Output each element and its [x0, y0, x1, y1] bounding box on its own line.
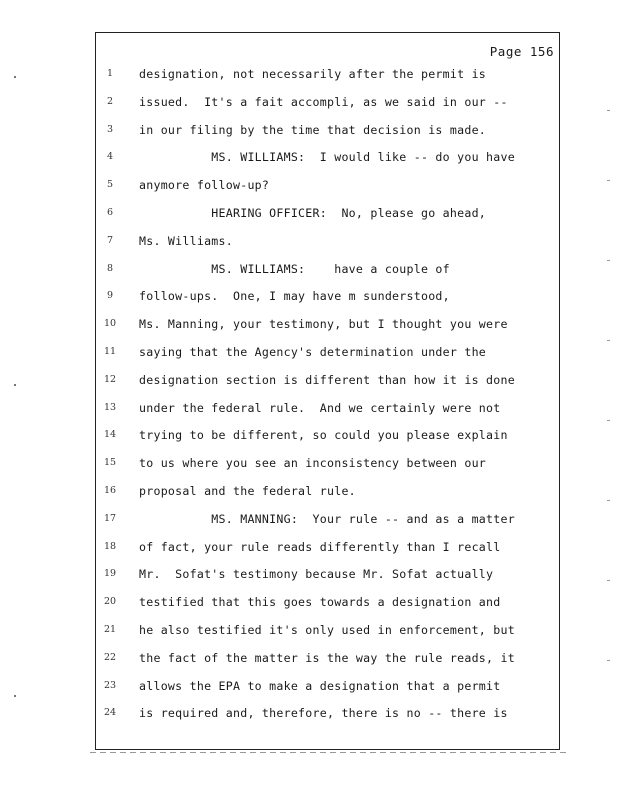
transcript-line	[100, 648, 555, 676]
line-number: 18	[103, 540, 117, 552]
line-text: Ms. Manning, your testimony, but I thought you were	[139, 317, 508, 332]
transcript-line	[100, 286, 555, 314]
transcript-line	[100, 92, 555, 120]
transcript-line	[100, 64, 555, 92]
scan-speck	[607, 580, 610, 581]
line-text: of fact, your rule reads differently than I recall	[139, 539, 501, 554]
scan-speck	[607, 260, 610, 261]
line-text: HEARING OFFICER: No, please go ahead,	[139, 205, 487, 220]
transcript-line	[100, 509, 555, 537]
line-text: anymore follow-up?	[139, 178, 270, 193]
line-number: 14	[103, 429, 117, 441]
line-number: 11	[103, 345, 117, 357]
line-text: Mr. Sofat's testimony because Mr. Sofat actually	[139, 567, 494, 582]
scan-speck	[14, 384, 16, 386]
bottom-rule	[90, 752, 568, 753]
transcript-line	[100, 537, 555, 565]
transcript-line	[100, 564, 555, 592]
line-number: 7	[106, 234, 114, 246]
line-number: 9	[106, 290, 114, 302]
transcript-line	[100, 481, 555, 509]
transcript-line	[100, 120, 555, 148]
line-number: 10	[103, 318, 117, 330]
transcript-line	[100, 147, 555, 175]
transcript-line	[100, 314, 555, 342]
transcript-line	[100, 592, 555, 620]
scan-speck	[607, 180, 610, 181]
line-number: 1	[106, 68, 114, 79]
line-text: to us where you see an inconsistency between our	[139, 456, 487, 471]
transcript-line	[100, 425, 555, 453]
line-text: in our filing by the time that decision is made.	[139, 122, 487, 137]
line-number: 8	[106, 262, 114, 274]
line-number: 4	[106, 151, 114, 163]
scan-speck	[14, 76, 16, 78]
line-number: 12	[103, 373, 117, 385]
transcript-lines	[100, 64, 555, 731]
line-number: 2	[106, 95, 114, 107]
line-number: 23	[103, 679, 117, 691]
line-number: 5	[106, 179, 114, 191]
line-number: 13	[103, 401, 117, 413]
line-text: saying that the Agency's determination under the	[139, 344, 487, 359]
scan-speck	[14, 695, 16, 697]
line-number: 16	[103, 484, 117, 496]
line-number: 17	[103, 512, 117, 524]
line-text: he also testified it's only used in enforcement, but	[139, 622, 515, 637]
line-text: issued. It's a fait accompli, as we said in our --	[139, 94, 508, 109]
line-text: MS. WILLIAMS: I would like -- do you have	[139, 150, 515, 165]
transcript-line	[100, 703, 555, 731]
line-text: trying to be different, so could you please explain	[139, 428, 508, 443]
transcript-line	[100, 620, 555, 648]
line-text: designation, not necessarily after the permit is	[139, 67, 487, 81]
transcript-line	[100, 453, 555, 481]
line-text: designation section is different than how it is done	[139, 372, 515, 387]
transcript-line	[100, 398, 555, 426]
page-number: Page 156	[489, 44, 554, 59]
scan-speck	[607, 420, 610, 421]
line-number: 22	[103, 651, 117, 663]
line-number: 21	[103, 623, 117, 635]
line-number: 3	[106, 123, 114, 135]
line-text: the fact of the matter is the way the rule reads, it	[139, 650, 515, 665]
line-text: MS. MANNING: Your rule -- and as a matter	[139, 511, 515, 526]
transcript-line	[100, 676, 555, 704]
line-text: allows the EPA to make a designation that a permit	[139, 678, 501, 693]
scan-speck	[607, 500, 610, 501]
line-text: proposal and the federal rule.	[139, 483, 356, 498]
scan-speck	[607, 660, 610, 661]
line-number: 24	[103, 707, 117, 719]
transcript-line	[100, 370, 555, 398]
line-number: 6	[106, 206, 114, 218]
line-text: under the federal rule. And we certainly were not	[139, 400, 501, 415]
transcript-line	[100, 342, 555, 370]
transcript-line	[100, 175, 555, 203]
transcript-line	[100, 259, 555, 287]
line-text: is required and, therefore, there is no -- there is	[139, 706, 508, 721]
transcript-line	[100, 231, 555, 259]
line-text: follow-ups. One, I may have m sunderstood,	[139, 289, 450, 304]
line-number: 19	[103, 568, 117, 580]
line-number: 20	[103, 596, 117, 608]
line-number: 15	[103, 457, 117, 469]
scan-speck	[607, 110, 610, 111]
transcript-line	[100, 203, 555, 231]
line-text: testified that this goes towards a designation and	[139, 595, 501, 610]
line-text: Ms. Williams.	[139, 233, 233, 248]
line-text: MS. WILLIAMS: have a couple of	[139, 261, 450, 276]
scan-speck	[607, 340, 610, 341]
